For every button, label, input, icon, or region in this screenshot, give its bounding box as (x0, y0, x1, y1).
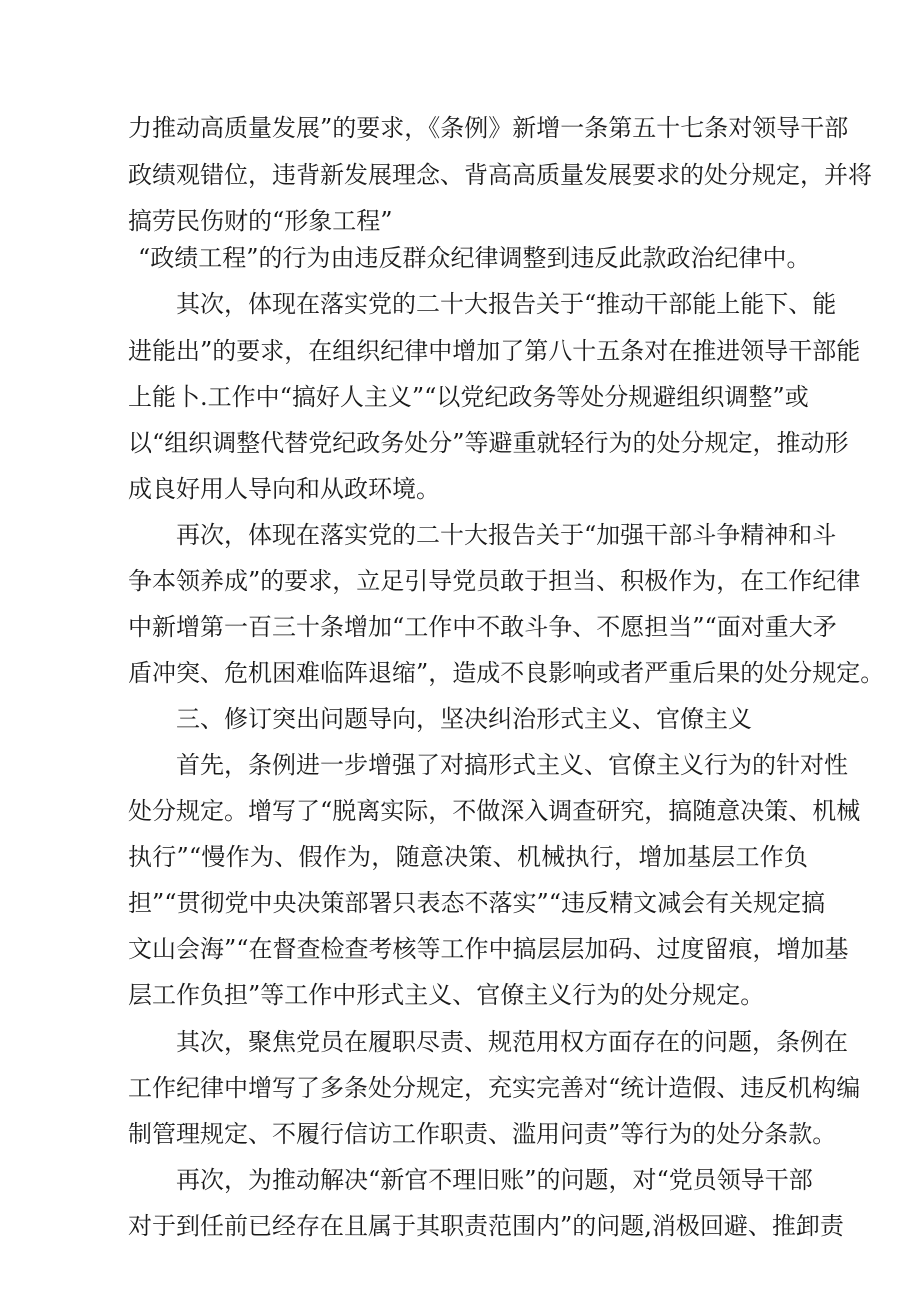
text-line: 成良好用人导向和从政环境。 (128, 475, 440, 503)
text-line: 力推动高质量发展”的要求，《条例》新增一条第五十七条对领导干部 (128, 114, 849, 142)
text-line: 对于到任前已经存在且属于其职责范围内”的问题,消极回避、推卸责 (128, 1212, 844, 1240)
text-line: 中新增第一百三十条增加“工作中不敢斗争、不愿担当”“面对重大矛 (128, 613, 837, 641)
paragraph-first-line: 首先，条例进一步增强了对搞形式主义、官僚主义行为的针对性 (176, 751, 848, 779)
paragraph-first-line: 其次，体现在落实党的二十大报告关于“推动干部能上能下、能 (176, 290, 837, 318)
text-line: 盾冲突、危机困难临阵退缩”，造成不良影响或者严重后果的处分规定。 (128, 659, 885, 687)
text-line: 争本领养成”的要求，立足引导党员敢于担当、积极作为，在工作纪律 (128, 567, 861, 595)
text-line: 文山会海”“在督查检查考核等工作中搞层层加码、过度留痕，增加基 (128, 935, 849, 963)
text-line: 以“组织调整代替党纪政务处分”等避重就轻行为的处分规定，推动形 (128, 429, 849, 457)
text-line: 政绩观错位，违背新发展理念、背高高质量发展要求的处分规定，并将 (128, 161, 872, 189)
text-line: 工作纪律中增写了多条处分规定，充实完善对“统计造假、违反机构编 (128, 1074, 861, 1102)
text-line: 搞劳民伤财的“形象工程” (128, 207, 393, 235)
text-line: 上能卜.工作中“搞好人主义”“以党纪政务等处分规避组织调整”或 (128, 383, 809, 411)
section-heading: 三、修订突出问题导向，坚决纠治形式主义、官僚主义 (176, 705, 752, 733)
paragraph-first-line: 再次，体现在落实党的二十大报告关于“加强干部斗争精神和斗 (176, 521, 837, 549)
text-line: 处分规定。增写了“脱离实际，不做深入调查研究，搞随意决策、机械 (128, 797, 861, 825)
text-line: 担”“贯彻党中央决策部署只表态不落实”“违反精文减会有关规定搞 (128, 889, 826, 917)
text-line: 进能出”的要求，在组织纪律中增加了第八十五条对在推进领导干部能 (128, 337, 861, 365)
text-line: “政绩工程”的行为由违反群众纪律调整到违反此款政治纪律中。 (138, 244, 811, 272)
text-line: 执行”“慢作为、假作为，随意决策、机械执行，增加基层工作负 (128, 843, 808, 871)
text-line: 制管理规定、不履行信访工作职责、滥用问责”等行为的处分条款。 (128, 1120, 837, 1148)
paragraph-first-line: 其次，聚焦党员在履职尽责、规范用权方面存在的问题，条例在 (176, 1028, 848, 1056)
text-line: 层工作负担”等工作中形式主义、官僚主义行为的处分规定。 (128, 981, 765, 1009)
paragraph-first-line: 再次，为推动解决“新官不理旧账”的问题，对“党员领导干部 (176, 1166, 813, 1194)
